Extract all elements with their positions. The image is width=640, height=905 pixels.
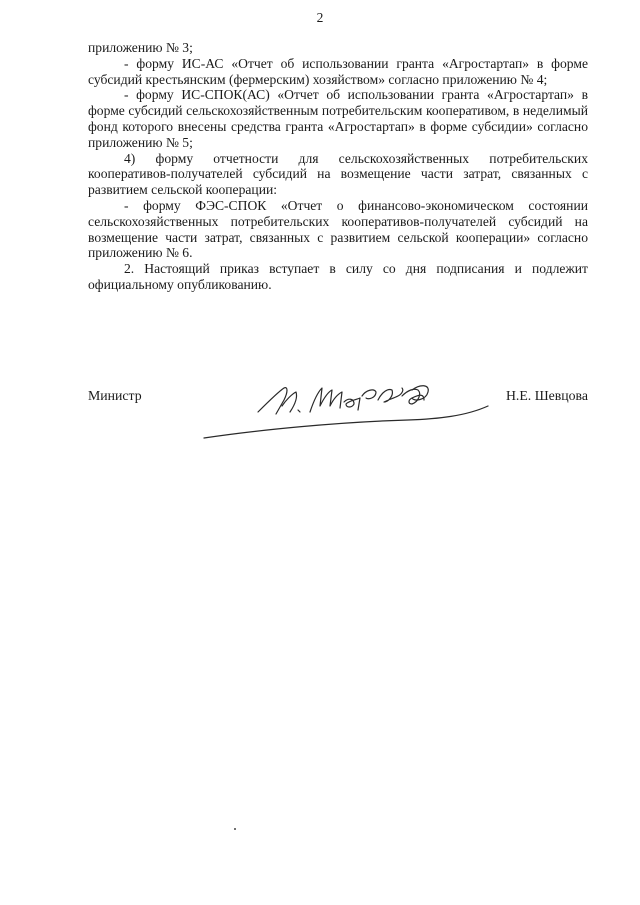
paragraph-appendix-3: приложению № 3; bbox=[88, 40, 193, 55]
signatory-title: Министр bbox=[88, 388, 142, 403]
paragraph-form-is-as: - форму ИС-АС «Отчет об использовании гранта «Агростартап» в форме субсидий крестьянским (фермерским) хозяйством» согласно приложению № 4; bbox=[88, 55, 588, 87]
paragraph-item-2-effective: 2. Настоящий приказ вступает в силу со дня подписания и подлежит официальному опубликованию. bbox=[88, 261, 588, 292]
signatory-name: Н.Е. Шевцова bbox=[505, 388, 588, 403]
paragraph-item-4: 4) форму отчетности для сельскохозяйственных потребительских кооперативов-получателей субсидий на возмещение части затрат, связанных с развитием сельской кооперации: bbox=[88, 150, 588, 198]
page-number: 2 bbox=[316, 10, 324, 25]
handwritten-signature bbox=[198, 376, 558, 448]
stray-mark bbox=[234, 828, 236, 830]
signature-block bbox=[88, 376, 588, 456]
paragraph-form-is-spok: - форму ИС-СПОК(АС) «Отчет об использовании гранта «Агростартап» в форме субсидий сельскохозяйственным потребительским кооперативом, в неделимый фонд которого внесены средства гранта «Агростартап» в форме субсидии» согласно приложению № 5; bbox=[88, 87, 588, 150]
paragraph-form-fes-spok: - форму ФЭС-СПОК «Отчет о финансово-экономическом состоянии сельскохозяйственных потребительских кооперативов-получателей субсидий на возмещение части затрат, связанных с развитием сельской кооперации» согласно приложению № 6. bbox=[88, 197, 588, 261]
document-body bbox=[88, 40, 588, 293]
